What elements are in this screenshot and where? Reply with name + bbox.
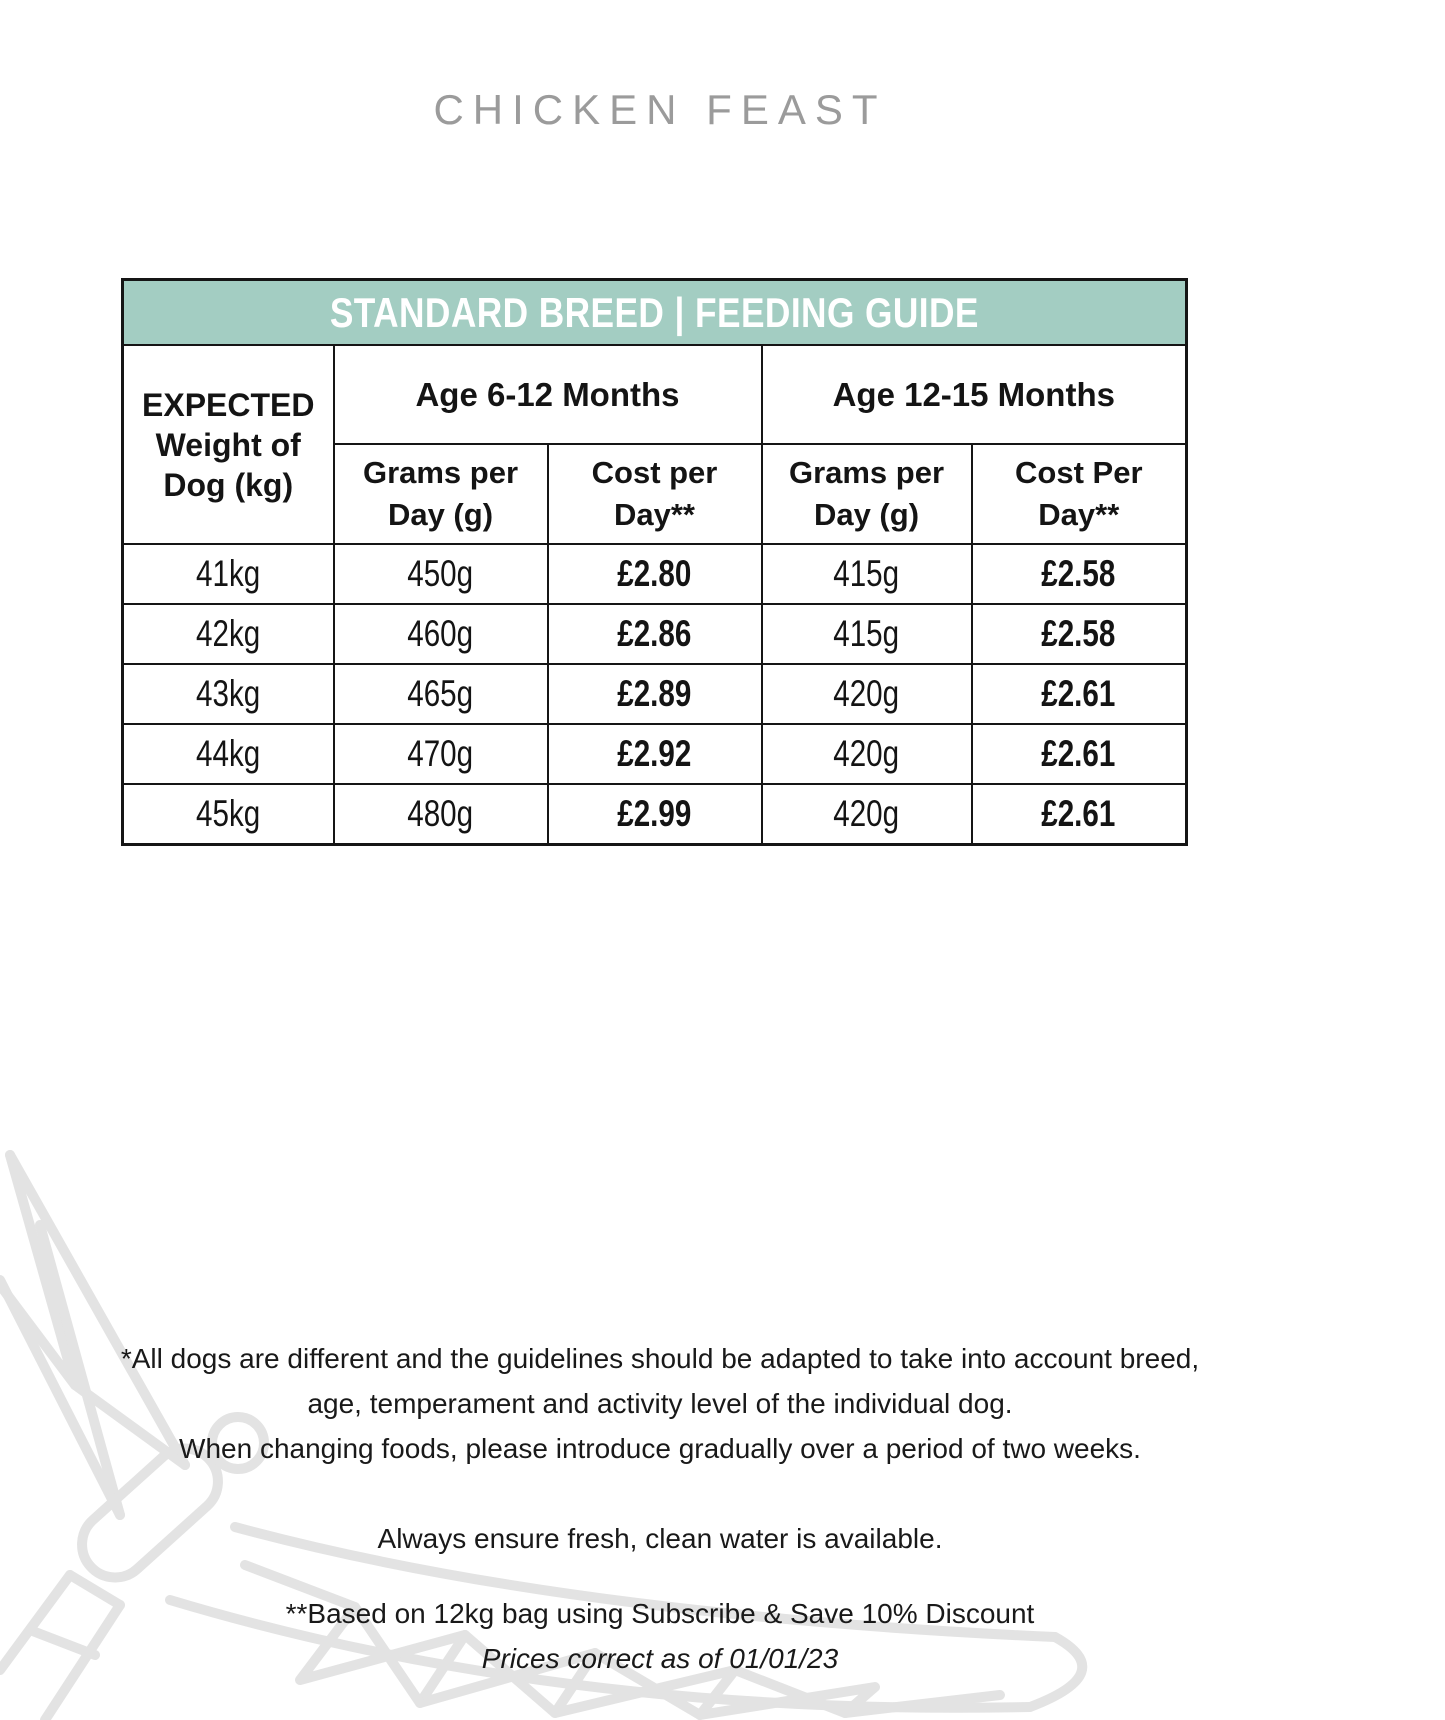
cell-value: 460g (407, 613, 474, 654)
cell-value: 470g (407, 733, 474, 774)
grams-cell (762, 544, 972, 604)
cost-cell (972, 544, 1187, 604)
guidelines-note-line-2: age, temperament and activity level of the individual dog. (307, 1388, 1013, 1419)
cell-value: £2.61 (1041, 673, 1116, 714)
cell-value: 415g (833, 553, 900, 594)
cell-value: 44kg (196, 733, 261, 774)
cost-header-6-12: Cost per Day** (548, 444, 762, 544)
grams-cell (334, 604, 548, 664)
weight-header-cell: EXPECTED Weight of Dog (kg) (123, 345, 334, 544)
cell-value: £2.86 (617, 613, 692, 654)
banner-row (123, 280, 1187, 346)
table-row (123, 784, 1187, 845)
weight-cell (123, 784, 334, 845)
weight-cell (123, 724, 334, 784)
cell-value: £2.80 (617, 553, 692, 594)
guidelines-note-line-1: *All dogs are different and the guidelines should be adapted to take into account breed, (120, 1343, 1200, 1374)
age-group-header-row (123, 345, 1187, 444)
cell-value: 450g (407, 553, 474, 594)
cell-value: £2.58 (1041, 613, 1116, 654)
cell-value: £2.89 (617, 673, 692, 714)
guidelines-note-line-3: When changing foods, please introduce gradually over a period of two weeks. (179, 1433, 1141, 1464)
cell-value: 45kg (196, 793, 261, 834)
cell-value: £2.61 (1041, 733, 1116, 774)
cell-value: 43kg (196, 673, 261, 714)
cell-value: 465g (407, 673, 474, 714)
grams-cell (334, 724, 548, 784)
table-row (123, 664, 1187, 724)
table-banner-text: STANDARD BREED | FEEDING GUIDE (330, 288, 980, 336)
cell-value: 420g (833, 673, 900, 714)
feeding-guide-table (121, 278, 1188, 846)
cell-value: 480g (407, 793, 474, 834)
weight-cell (123, 604, 334, 664)
cell-value: £2.58 (1041, 553, 1116, 594)
age-group-6-12-header: Age 6-12 Months (334, 345, 762, 444)
cost-cell (972, 664, 1187, 724)
cost-header-12-15: Cost Per Day** (972, 444, 1187, 544)
weight-cell (123, 664, 334, 724)
water-note: Always ensure fresh, clean water is available. (377, 1523, 943, 1554)
grams-cell (762, 724, 972, 784)
table-row (123, 724, 1187, 784)
cell-value: £2.99 (617, 793, 692, 834)
grams-cell (334, 544, 548, 604)
grams-cell (762, 784, 972, 845)
table-banner (123, 280, 1187, 346)
cell-value: 415g (833, 613, 900, 654)
brand-title: CHICKEN FEAST (433, 86, 887, 133)
weight-cell (123, 544, 334, 604)
grams-header-12-15: Grams per Day (g) (762, 444, 972, 544)
cost-cell (548, 664, 762, 724)
grams-cell (762, 664, 972, 724)
age-group-12-15-header: Age 12-15 Months (762, 345, 1187, 444)
cost-cell (972, 604, 1187, 664)
price-date-note: Prices correct as of 01/01/23 (481, 1643, 839, 1674)
cell-value: 420g (833, 793, 900, 834)
cell-value: 41kg (196, 553, 261, 594)
grams-cell (334, 784, 548, 845)
pricing-basis-note: **Based on 12kg bag using Subscribe & Save 10% Discount (285, 1598, 1035, 1629)
cost-cell (972, 784, 1187, 845)
cell-value: 42kg (196, 613, 261, 654)
grams-cell (762, 604, 972, 664)
cost-cell (548, 784, 762, 845)
cell-value: £2.92 (617, 733, 692, 774)
table-row (123, 604, 1187, 664)
cell-value: 420g (833, 733, 900, 774)
footnotes (0, 1336, 1320, 1681)
cost-cell (548, 544, 762, 604)
cell-value: £2.61 (1041, 793, 1116, 834)
table-row (123, 544, 1187, 604)
cost-cell (548, 724, 762, 784)
cost-cell (972, 724, 1187, 784)
grams-cell (334, 664, 548, 724)
grams-header-6-12: Grams per Day (g) (334, 444, 548, 544)
cost-cell (548, 604, 762, 664)
